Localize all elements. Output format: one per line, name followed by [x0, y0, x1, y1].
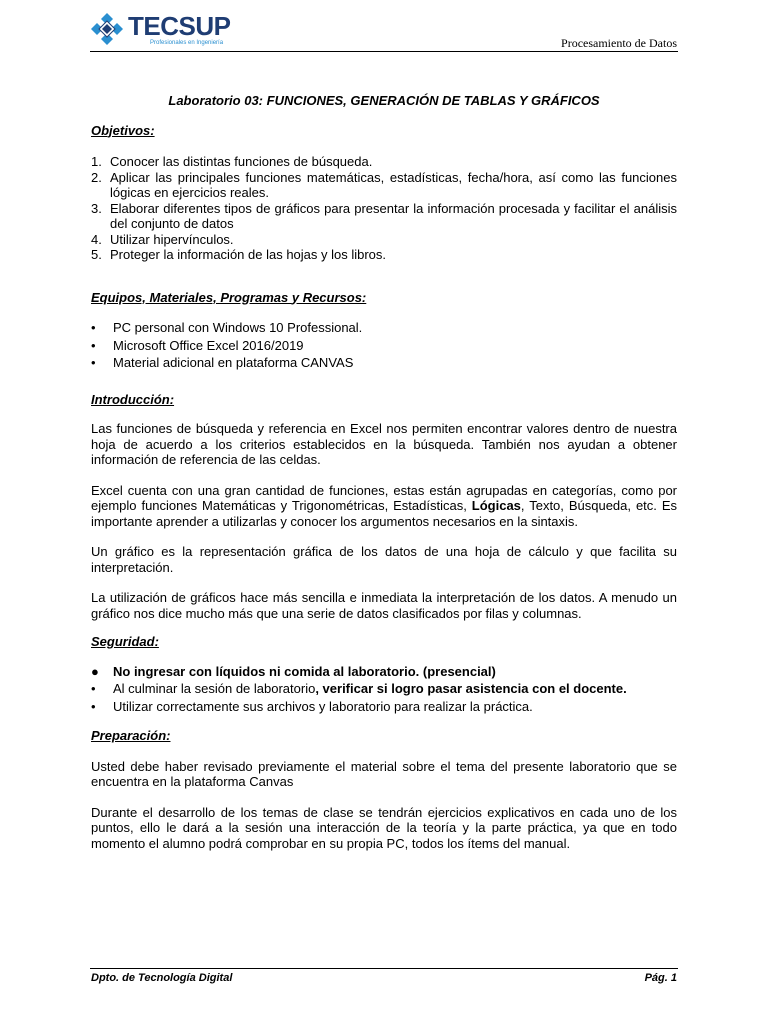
section-heading-equipment: Equipos, Materiales, Programas y Recursos:	[91, 289, 367, 305]
list-item	[91, 680, 677, 698]
paragraph: La utilización de gráficos hace más sencilla e inmediata la interpretación de los datos. A menudo un gráfico nos dice mucho más que una serie de datos clasificados por filas y columnas.	[91, 590, 677, 621]
list-item	[91, 354, 677, 372]
equipment-list	[91, 319, 677, 372]
list-item-text: Material adicional en plataforma CANVAS	[113, 355, 354, 370]
list-number: 5.	[91, 247, 102, 262]
security-list	[91, 663, 677, 716]
objectives-list	[91, 154, 677, 263]
logo-tagline: Profesionales en Ingeniería	[150, 40, 224, 46]
list-number: 3.	[91, 200, 102, 216]
bullet-icon: •	[91, 320, 96, 335]
list-item	[91, 698, 677, 716]
list-item-text: PC personal con Windows 10 Professional.	[113, 320, 363, 335]
paragraph-text: , Texto, Búsqueda, etc. Es importante aprender a utilizarlas y conocer los argumentos necesarios en la sintaxis.	[91, 498, 678, 529]
list-item-text: Microsoft Office Excel 2016/2019	[113, 337, 304, 353]
header-title: Procesamiento de Datos	[561, 36, 677, 50]
list-item-text: Al culminar la sesión de laboratorio	[113, 681, 316, 696]
bullet-icon: •	[91, 698, 96, 714]
logo-wordmark: TECSUP	[128, 11, 231, 41]
footer-divider	[90, 968, 678, 969]
list-item-text: Utilizar hipervínculos.	[110, 231, 234, 247]
page-number: Pág. 1	[644, 972, 677, 984]
list-item	[91, 319, 677, 337]
document-title: Laboratorio 03: FUNCIONES, GENERACIÓN DE TABLAS Y GRÁFICOS	[168, 93, 600, 108]
list-item-text: Elaborar diferentes tipos de gráficos para presentar la información procesada y facilitar el análisis del conjunto de datos	[110, 200, 677, 231]
paragraph	[91, 483, 677, 530]
paragraph-bold-text: Lógicas	[471, 498, 521, 513]
list-item-text: Proteger la información de las hojas y los libros.	[110, 247, 387, 262]
bullet-icon: ●	[91, 663, 99, 679]
paragraph-text: Excel cuenta con una gran cantidad de funciones, estas están agrupadas en categorías, como por ejemplo funciones Matemáticas y Trigonométricas, Estadísticas,	[91, 482, 677, 513]
paragraph: Un gráfico es la representación gráfica de los datos de una hoja de cálculo y que facilita su interpretación.	[91, 544, 677, 575]
list-item	[91, 154, 677, 170]
list-item	[91, 247, 677, 263]
list-item-text: Aplicar las principales funciones matemáticas, estadísticas, fecha/hora, así como las funciones lógicas en ejercicios reales.	[110, 169, 677, 200]
tecsup-logo-icon	[90, 12, 124, 46]
list-number: 1.	[91, 154, 102, 169]
list-item	[91, 170, 677, 201]
section-heading-security: Seguridad:	[91, 634, 159, 649]
section-heading-objectives: Objetivos:	[91, 122, 155, 138]
list-item	[91, 232, 677, 248]
list-number: 4.	[91, 231, 102, 247]
paragraph: Usted debe haber revisado previamente el material sobre el tema del presente laboratorio que se encuentra en la plataforma Canvas	[91, 758, 677, 789]
document-body	[91, 93, 677, 851]
list-item-text: No ingresar con líquidos ni comida al laboratorio. (presencial)	[113, 663, 496, 679]
tecsup-logo	[90, 11, 231, 51]
list-item	[91, 201, 677, 232]
list-item-bold-text: , verificar si logro pasar asistencia con el docente.	[315, 681, 627, 696]
section-heading-introduction: Introducción:	[91, 391, 175, 407]
bullet-icon: •	[91, 337, 96, 353]
section-heading-preparation: Preparación:	[91, 728, 171, 743]
list-item-text: Conocer las distintas funciones de búsqueda.	[110, 154, 373, 169]
list-item	[91, 337, 677, 355]
bullet-icon: •	[91, 681, 96, 696]
list-item-text: Utilizar correctamente sus archivos y laboratorio para realizar la práctica.	[113, 698, 533, 714]
list-number: 2.	[91, 169, 102, 185]
list-item	[91, 663, 677, 681]
paragraph: Las funciones de búsqueda y referencia en Excel nos permiten encontrar valores dentro de nuestra hoja de acuerdo a los criterios establecidos en la búsqueda. También nos ayudan a obtener información de referencia de las celdas.	[91, 421, 677, 467]
header-divider	[90, 51, 678, 52]
bullet-icon: •	[91, 355, 96, 370]
footer-department: Dpto. de Tecnología Digital	[91, 972, 233, 984]
paragraph: Durante el desarrollo de los temas de clase se tendrán ejercicios explicativos en cada uno de los puntos, ello le dará a la sesión una interacción de la teoría y la parte práctica, ya que en todo momento el alumno podrá comprobar en su propia PC, todos los ítems del manual.	[91, 804, 677, 851]
